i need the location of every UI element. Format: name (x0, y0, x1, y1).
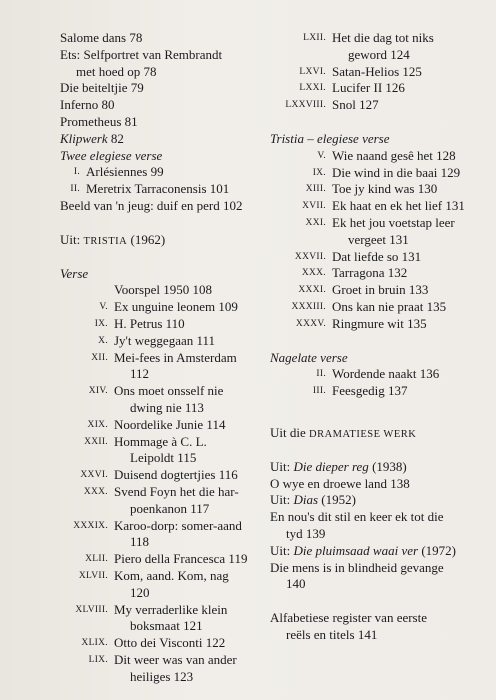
toc-entry-line: Leipoldt 115 (130, 450, 197, 466)
pluimsaad-entry-line1: Die mens is in blindheid gevange (270, 559, 444, 575)
roman-numeral: XLVII. (78, 570, 108, 581)
toc-entry: Prometheus 81 (60, 113, 138, 129)
entry-text: Jy't weggegaan 111 (114, 332, 216, 348)
toc-entry: Inferno 80 (60, 97, 115, 113)
entry-text: Ons moet onsself nie (114, 383, 224, 399)
roman-numeral: XXVI. (80, 470, 108, 481)
toc-entry-line (60, 316, 270, 333)
entry-text: Groet in bruin 133 (332, 282, 429, 298)
entry-text: Duisend dogtertjies 116 (114, 467, 238, 483)
toc-entry-line (270, 299, 482, 316)
dieper-entry: O wye en droewe land 138 (270, 475, 410, 491)
register-line1: Alfabetiese register van eerste (270, 610, 428, 626)
roman-numeral: LXVI. (299, 66, 326, 77)
pluimsaad-entry-line2: 140 (286, 576, 306, 592)
dieper-heading (270, 459, 482, 476)
entry-text: Ons kan nie praat 135 (332, 298, 447, 314)
entry-text: Meretrix Tarraconensis 101 (86, 181, 230, 197)
roman-numeral: XIX. (87, 419, 108, 430)
entry-text: Piero della Francesca 119 (114, 551, 248, 567)
entry-text: Otto dei Visconti 122 (114, 635, 226, 651)
entry-text: H. Petrus 110 (114, 315, 185, 331)
entry-text: Noordelike Junie 114 (114, 416, 226, 432)
uit-prefix: Uit: (270, 492, 291, 508)
toc-entry-line: 112 (130, 366, 150, 382)
entry-text: Karoo-dorp: somer-aand (114, 517, 242, 533)
dias-heading (270, 492, 482, 509)
toc-entry-line (270, 265, 482, 282)
entry-text: Het die dag tot niks (332, 30, 434, 45)
nagelate-list (270, 366, 482, 400)
roman-numeral: XXXV. (295, 318, 326, 329)
toc-entry-line (270, 282, 482, 299)
klipwerk-entry (60, 131, 270, 148)
dias-year: (1952) (321, 492, 356, 508)
entry-text: Ek haat en ek het lief 131 (332, 198, 465, 214)
tristia-source-heading (60, 232, 270, 249)
entry-text: Die wind in die baai 129 (332, 164, 461, 180)
toc-entry-line (270, 383, 482, 400)
pluimsaad-year: (1972) (421, 542, 456, 558)
toc-entry-line (270, 165, 482, 182)
toc-entry-line: poenkanon 117 (130, 500, 210, 516)
tristia-smallcaps: TRISTIA (83, 235, 128, 247)
toc-entry-line (270, 97, 482, 114)
roman-numeral: XXX. (83, 486, 108, 497)
dias-entry-line1: En nou's dit stil en keer ek tot die (270, 509, 444, 525)
toc-entry-line (60, 333, 270, 350)
toc-entry-line: 120 (130, 584, 150, 600)
roman-numeral: XIV. (88, 386, 108, 397)
toc-entry-line (270, 215, 482, 232)
roman-numeral: XII. (91, 352, 108, 363)
toc-entry-line (60, 484, 270, 501)
toc-entry-line: dwing nie 113 (130, 399, 204, 415)
intro-entries (60, 30, 270, 131)
roman-numeral: X. (98, 335, 108, 346)
entry-text: Toe jy kind was 130 (332, 181, 438, 197)
toc-entry-line (60, 467, 270, 484)
uit-prefix: Uit: (60, 231, 81, 247)
nagelate-heading: Nagelate verse (270, 349, 348, 365)
toc-entry-line (60, 164, 270, 181)
roman-numeral: XXXIX. (73, 520, 108, 531)
roman-numeral: LXII. (303, 33, 326, 43)
toc-entry-line (270, 181, 482, 198)
toc-entry-line (60, 602, 270, 619)
toc-entry-line (270, 148, 482, 165)
toc-entry-line (270, 30, 482, 47)
entry-text: Svend Foyn het die har- (114, 483, 239, 499)
toc-entry-line (60, 181, 270, 198)
entry-text: Dat liefde so 131 (332, 248, 422, 264)
roman-numeral: II. (70, 184, 80, 195)
toc-entry: met hoed op 78 (76, 63, 157, 79)
toc-entry: Ets: Selfportret van Rembrandt (60, 46, 223, 62)
toc-entry-line (60, 434, 270, 451)
toc-entry-line (60, 568, 270, 585)
toc-entry-line (60, 383, 270, 400)
dias-entry-line2: tyd 139 (286, 525, 326, 541)
roman-numeral: XVII. (302, 201, 326, 212)
entry-text: Arlésiennes 99 (86, 164, 164, 180)
entry-text: Snol 127 (332, 97, 379, 113)
dieper-title: Die dieper reg (293, 458, 369, 474)
toc-entry-line (60, 350, 270, 367)
voorspel-entry: Voorspel 1950 108 (114, 282, 212, 298)
dias-title: Dias (293, 492, 319, 508)
roman-numeral: IX. (94, 318, 108, 329)
entry-text: Tarragona 132 (332, 265, 408, 281)
roman-numeral: XXXIII. (291, 301, 326, 312)
roman-numeral: III. (312, 386, 326, 397)
roman-numeral: V. (317, 150, 326, 161)
entry-text: Wordende naakt 136 (332, 366, 440, 382)
toc-entry: Die beiteltjie 79 (60, 80, 144, 96)
left-column (60, 30, 270, 685)
roman-numeral: I. (73, 167, 80, 178)
continued-verse-list (270, 30, 482, 114)
twee-elegiese-list (60, 164, 270, 198)
entry-text: Satan-Helios 125 (332, 63, 422, 79)
roman-numeral: XLIX. (81, 638, 108, 649)
dramatic-smallcaps: DRAMATIESE WERK (309, 428, 417, 440)
toc-entry-line (270, 80, 482, 97)
entry-text: Ex unguine leonem 109 (114, 299, 238, 315)
roman-numeral: XIII. (305, 184, 326, 195)
pluimsaad-heading (270, 543, 482, 560)
toc-entry-line: vergeet 131 (348, 231, 409, 247)
roman-numeral: LIX. (88, 654, 108, 665)
toc-entry-line: 118 (130, 534, 150, 550)
tristia-list (270, 148, 482, 333)
entry-text: My verraderlike klein (114, 601, 228, 617)
toc-entry-line: boksmaat 121 (130, 618, 203, 634)
register-line2: reëls en titels 141 (286, 626, 378, 642)
toc-entry-line (60, 299, 270, 316)
pluimsaad-title: Die pluimsaad waai ver (293, 542, 419, 558)
toc-entry-line (60, 551, 270, 568)
toc-entry-line: geword 124 (348, 46, 410, 62)
entry-text: Mei-fees in Amsterdam (114, 349, 237, 365)
roman-numeral: XXII. (84, 436, 108, 447)
toc-entry-line (60, 417, 270, 434)
entry-text: Dit weer was van ander (114, 651, 237, 667)
dramatic-heading (270, 425, 482, 442)
uit-prefix: Uit: (270, 458, 291, 474)
toc-entry-line (60, 635, 270, 652)
roman-numeral: XXX. (301, 268, 326, 279)
toc-entry-line (270, 249, 482, 266)
entry-text: Wie naand gesê het 128 (332, 147, 456, 163)
klipwerk-title: Klipwerk (60, 130, 108, 146)
verse-heading: Verse (60, 265, 89, 281)
beeld-entry: Beeld van 'n jeug: duif en perd 102 (60, 197, 243, 213)
toc-entry-line (270, 64, 482, 81)
roman-numeral: XXVII. (294, 251, 326, 262)
entry-text: Ek het jou voetstap leer (332, 214, 455, 230)
dramatic-prefix: Uit die (270, 424, 306, 440)
entry-text: Lucifer II 126 (332, 80, 405, 96)
toc-entry-line (60, 652, 270, 669)
uit-prefix: Uit: (270, 542, 291, 558)
twee-elegiese-heading: Twee elegiese verse (60, 147, 163, 163)
roman-numeral: IX. (312, 167, 326, 178)
roman-numeral: XLVIII. (75, 604, 108, 615)
toc-entry: Salome dans 78 (60, 30, 143, 45)
entry-text: Kom, aand. Kom, nag (114, 567, 229, 583)
right-column (270, 30, 482, 644)
toc-entry-line (60, 518, 270, 535)
roman-numeral: XXI. (305, 217, 326, 228)
toc-entry-line: heiliges 123 (130, 668, 194, 684)
roman-numeral: LXXI. (299, 83, 326, 94)
roman-numeral: XLII. (85, 554, 108, 565)
toc-entry-line (270, 366, 482, 383)
klipwerk-page: 82 (110, 130, 124, 146)
entry-text: Hommage à C. L. (114, 433, 207, 449)
dieper-year: (1938) (372, 458, 407, 474)
tristia-year: (1962) (130, 231, 166, 247)
roman-numeral: XXXI. (298, 285, 326, 296)
entry-text: Feesgedig 137 (332, 383, 408, 399)
toc-entry-line (270, 316, 482, 333)
toc-entry-line (270, 198, 482, 215)
entry-text: Ringmure wit 135 (332, 315, 427, 331)
verse-list (60, 299, 270, 685)
roman-numeral: LXXVIII. (285, 100, 326, 111)
tristia-elegiese-heading: Tristia – elegiese verse (270, 130, 390, 146)
roman-numeral: V. (99, 302, 108, 313)
roman-numeral: II. (316, 369, 326, 380)
